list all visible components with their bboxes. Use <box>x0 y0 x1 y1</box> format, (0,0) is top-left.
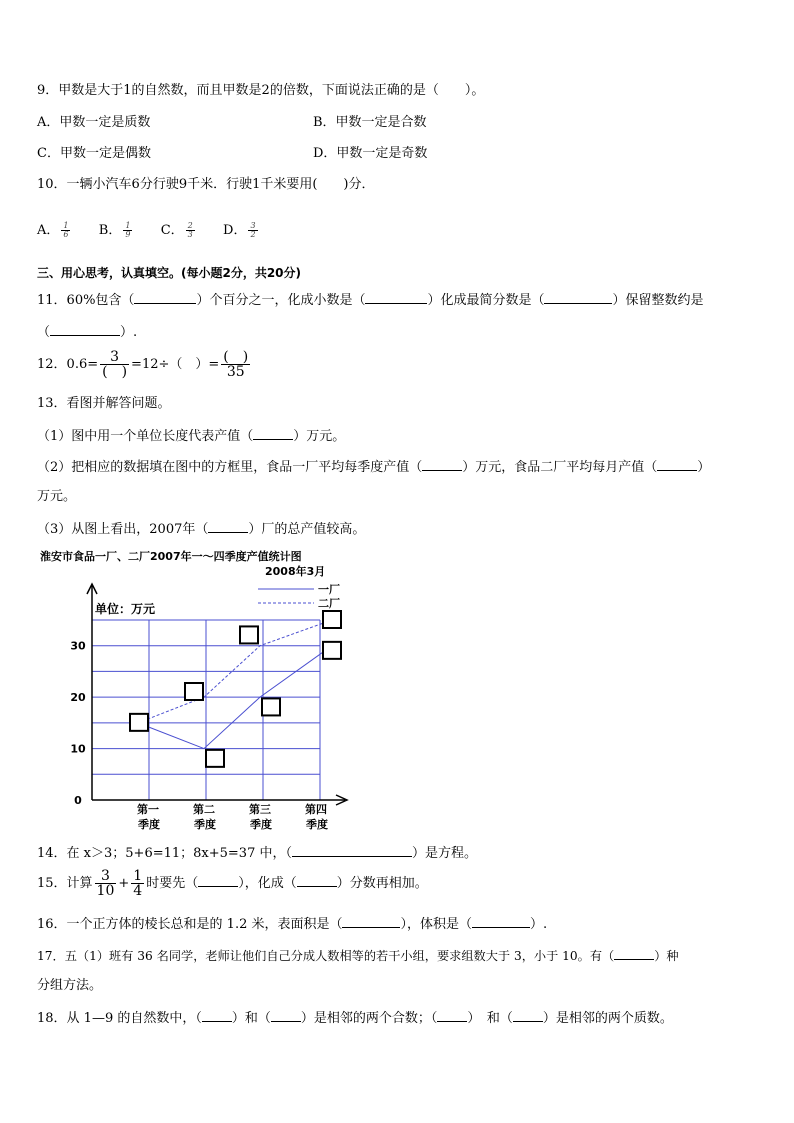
q18-blank-3[interactable] <box>437 1008 467 1022</box>
q17-line2: 分组方法。 <box>37 978 103 993</box>
x-tick-label: 季度 <box>306 818 328 831</box>
q11-line2: （ ）. <box>37 322 137 342</box>
q16: 16．一个正方体的棱长总和是的 1.2 米，表面积是（ ），体积是（ ）. <box>37 914 547 934</box>
chart-grid <box>92 620 320 800</box>
q16-blank-2[interactable] <box>472 914 530 928</box>
q10-stem: 10．一辆小汽车6分行驶9千米．行驶1千米要用( )分． <box>37 177 375 192</box>
chart-legend <box>258 583 340 610</box>
q9-option-a: A．甲数一定是质数 <box>37 115 151 130</box>
q15: 15．计算 $\frac{3}{10}$ + $\frac{1}{4}$ 时要先（ ），化成（ ）分数再相加。 <box>37 868 428 899</box>
x-tick-label: 第三 <box>249 803 271 816</box>
q11-blank-3[interactable] <box>544 290 612 304</box>
production-line-chart <box>0 540 400 840</box>
q13-sub2-line2: 万元。 <box>37 489 77 504</box>
q15-fraction-2: $\frac{1}{4}$ <box>133 868 143 899</box>
q10-option-a: A． $\frac{1}{6}$ <box>37 221 69 239</box>
chart-title: 淮安市食品一厂、二厂2007年一～四季度产值统计图 <box>40 550 302 563</box>
q15-fraction-1: $\frac{3}{10}$ <box>96 868 115 899</box>
chart-subtitle: 2008年3月 <box>265 565 326 578</box>
q17-blank[interactable] <box>614 946 654 960</box>
q12-fraction-2: $\frac{( )}{35}$ <box>223 349 249 380</box>
q14-blank[interactable] <box>292 843 412 857</box>
q9-option-c: C．甲数一定是偶数 <box>37 146 151 161</box>
q18: 18．从 1—9 的自然数中，（ ）和（ ）是相邻的两个合数；（ ） 和（ ）是相邻的两个质数。 <box>37 1008 673 1028</box>
answer-box <box>323 611 341 628</box>
q11-blank-4[interactable] <box>50 322 120 336</box>
x-tick-label: 季度 <box>138 818 160 831</box>
q9-option-d: D．甲数一定是奇数 <box>313 146 428 161</box>
y-tick-label: 20 <box>70 691 86 705</box>
q13-sub1: （1）图中用一个单位长度代表产值（ ）万元。 <box>37 426 345 446</box>
q15-blank-1[interactable] <box>198 873 238 887</box>
chart-unit-label: 单位：万元 <box>95 602 156 616</box>
q11-blank-1[interactable] <box>134 290 196 304</box>
q12-fraction-1: $\frac{3}{( )}$ <box>102 349 128 380</box>
q18-blank-2[interactable] <box>271 1008 301 1022</box>
x-tick-label: 季度 <box>194 818 216 831</box>
answer-box <box>240 626 258 643</box>
x-tick-label: 第二 <box>193 803 215 816</box>
x-tick-label: 第一 <box>137 803 159 816</box>
q17-line1: 17．五（1）班有 36 名同学，老师让他们自己分成人数相等的若干小组，要求组数大于 3，小于 10。有（ ）种 <box>37 946 679 965</box>
q18-blank-4[interactable] <box>513 1008 543 1022</box>
q14: 14．在 x＞3；5+6=11；8x+5=37 中，（ ）是方程。 <box>37 843 477 863</box>
chart-ticks <box>70 640 86 807</box>
q15-blank-2[interactable] <box>297 873 337 887</box>
q18-blank-1[interactable] <box>202 1008 232 1022</box>
y-tick-label: 30 <box>70 639 86 653</box>
q13-blank-3[interactable] <box>657 457 697 471</box>
chart-categories <box>137 802 328 831</box>
section3-title: 三、用心思考，认真填空。(每小题2分，共20分) <box>37 266 302 280</box>
legend-label-2: 二厂 <box>318 597 340 610</box>
q13-blank-2[interactable] <box>422 457 462 471</box>
y-tick-label: 10 <box>70 742 86 756</box>
q13-blank-1[interactable] <box>253 426 293 440</box>
answer-box <box>323 642 341 659</box>
answer-box <box>130 714 148 731</box>
q12: 12．0.6= $\frac{3}{( )}$ =12÷（ ）= $\frac{( )}{35}$ <box>37 349 249 380</box>
q13-stem: 13．看图并解答问题。 <box>37 396 171 411</box>
q13-sub2: （2）把相应的数据填在图中的方框里，食品一厂平均每季度产值（ ）万元，食品二厂平均每月产值（ ） <box>37 457 710 477</box>
x-tick-label: 第四 <box>305 803 327 816</box>
legend-label-1: 一厂 <box>318 583 340 596</box>
q10-option-d: D． $\frac{3}{2}$ <box>223 221 256 239</box>
q11-blank-2[interactable] <box>365 290 427 304</box>
q13-sub3: （3）从图上看出，2007年（ ）厂的总产值较高。 <box>37 519 365 539</box>
q10-option-c: C． $\frac{2}{3}$ <box>160 221 193 239</box>
answer-box <box>206 750 224 767</box>
q10-option-b: B． $\frac{1}{9}$ <box>98 221 131 239</box>
q11-line1: 11．60%包含（ ）个百分之一，化成小数是（ ）化成最简分数是（ ）保留整数约是 <box>37 290 703 310</box>
q16-blank-1[interactable] <box>342 914 400 928</box>
chart-axes <box>87 584 347 805</box>
q9-option-b: B．甲数一定是合数 <box>313 115 427 130</box>
answer-box <box>262 698 280 715</box>
q13-blank-4[interactable] <box>208 519 248 533</box>
q9-stem: 9．甲数是大于1的自然数，而且甲数是2的倍数，下面说法正确的是（ ）。 <box>37 83 485 98</box>
x-tick-label: 季度 <box>250 818 272 831</box>
answer-box <box>185 683 203 700</box>
q10-options <box>37 222 260 240</box>
chart-series <box>130 611 341 767</box>
y-tick-label: 0 <box>74 794 82 807</box>
